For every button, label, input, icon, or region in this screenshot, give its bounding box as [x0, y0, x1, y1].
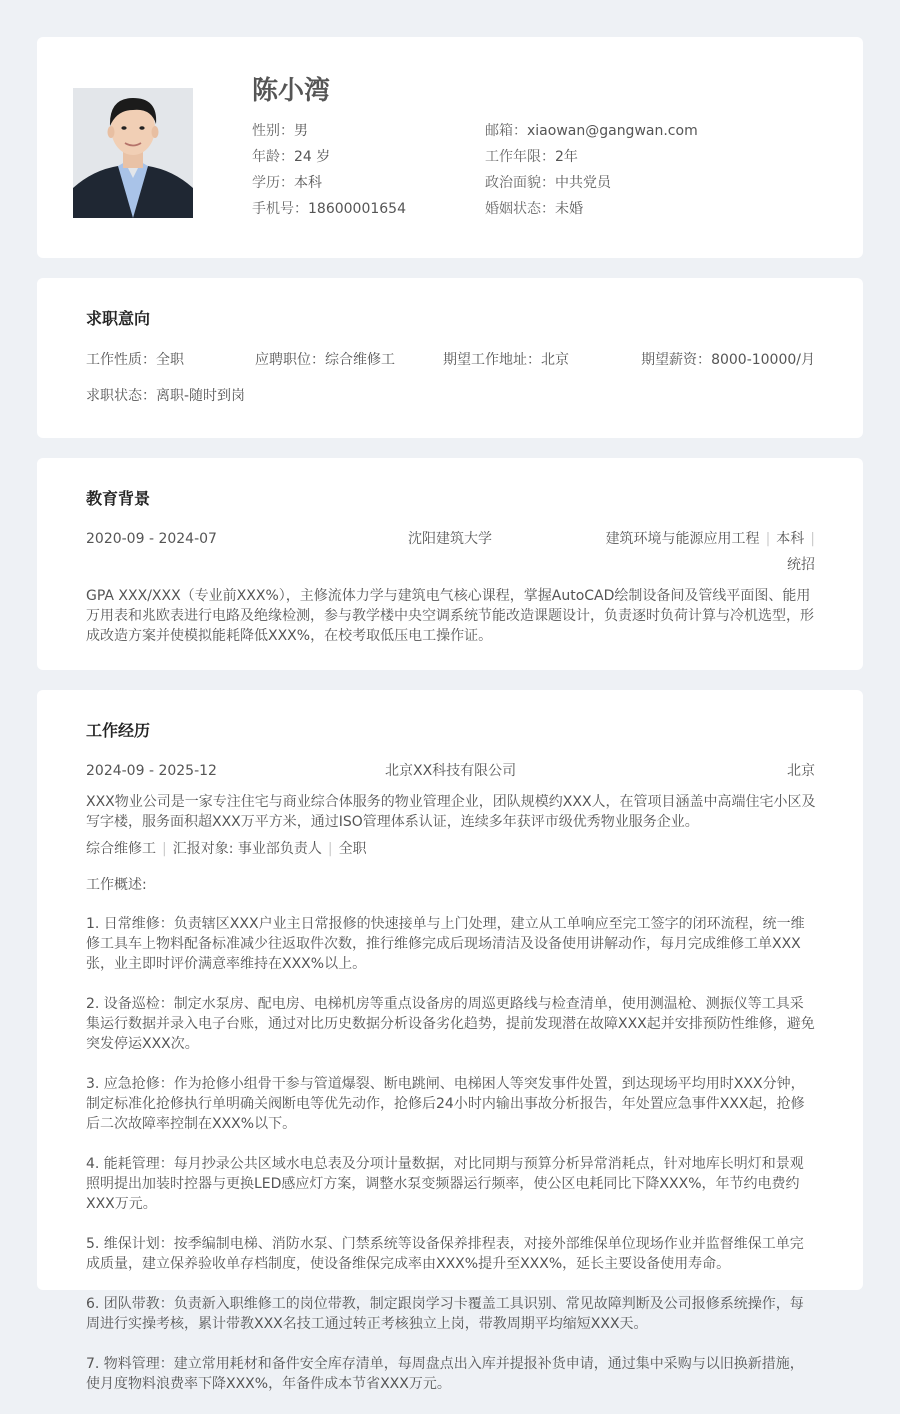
report-to: 汇报对象: 事业部负责人: [172, 841, 322, 857]
divider: |: [327, 841, 333, 857]
duty-item: 5. 维保计划：按季编制电梯、消防水泵、门禁系统等设备保养排程表，对接外部维保单位现场作业并监督维保工单完成质量，建立保养验收单存档制度，使设备维保完成率由XXX%提升至XXX%，延长主要设备使用寿命。: [86, 1236, 804, 1272]
duties-list: [86, 894, 816, 1414]
email-row: [485, 121, 698, 141]
position-value: 综合维修工: [325, 352, 395, 368]
location-value: 北京: [541, 352, 569, 368]
position-item: [255, 350, 395, 370]
overview-label: 工作概述:: [86, 877, 147, 893]
years-label: 工作年限：: [485, 149, 555, 165]
avatar: [73, 88, 193, 218]
company-name: 北京XX科技有限公司: [385, 763, 517, 779]
salary-label: 期望薪资：: [641, 352, 712, 368]
location-label: 期望工作地址：: [443, 352, 541, 368]
age-row: [252, 147, 330, 167]
location-item: [443, 350, 569, 370]
education-period: 2020-09 - 2024-07: [86, 531, 217, 547]
age-label: 年龄：: [252, 149, 294, 165]
work-job-type: 全职: [338, 841, 367, 857]
intent-section-title: 求职意向: [86, 309, 151, 328]
work-city: 北京: [787, 763, 815, 779]
divider: |: [162, 841, 167, 857]
job-intent-card: [37, 278, 863, 438]
marital-label: 婚姻状态：: [485, 201, 555, 217]
years-row: [485, 147, 578, 167]
salary-value: 8000-10000/月: [711, 352, 815, 368]
profile-card: [37, 37, 863, 258]
education-value: 本科: [294, 175, 322, 191]
status-label: 求职状态：: [86, 388, 156, 404]
status-value: 离职-随时到岗: [156, 388, 246, 404]
job-type-item: [86, 350, 184, 370]
political-label: 政治面貌：: [485, 175, 555, 191]
gender-label: 性别：: [252, 123, 294, 139]
duty-item: 3. 应急抢修：作为抢修小组骨干参与管道爆裂、断电跳闸、电梯困人等突发事件处置，到达现场平均用时XXX分钟，制定标准化抢修执行单明确关阀断电等优先动作，抢修后24小时内输出事故分析报告，年处置应急事件XXX起，抢修后二次故障率控制在XXX%以下。: [86, 1076, 805, 1132]
work-section-title: 工作经历: [86, 721, 151, 740]
age-value: 24 岁: [294, 149, 331, 165]
email-label: 邮箱：: [485, 123, 527, 139]
marital-value: 未婚: [555, 201, 583, 217]
work-experience-card: [37, 690, 863, 1392]
years-value: 2年: [555, 149, 578, 165]
candidate-name: 陈小湾: [252, 76, 331, 106]
avatar-photo-icon: [73, 88, 193, 218]
job-type-label: 工作性质：: [86, 352, 156, 368]
duty-item: 4. 能耗管理：每月抄录公共区域水电总表及分项计量数据，对比同期与预算分析异常消耗点，针对地库长明灯和景观照明提出加装时控器与更换LED感应灯方案，调整水泵变频器运行频率，使公区电耗同比下降XXX%，年节约电费约XXX万元。: [86, 1156, 804, 1212]
political-value: 中共党员: [555, 175, 611, 191]
status-item: [86, 386, 245, 406]
study-mode: 统招: [787, 557, 815, 573]
phone-value: 18600001654: [308, 201, 406, 217]
company-intro: XXX物业公司是一家专注住宅与商业综合体服务的物业管理企业，团队规模约XXX人，在管项目涵盖中高端住宅小区及写字楼，服务面积超XXX万平方米，通过ISO管理体系认证，连续多年获评市级优秀物业服务企业。: [86, 794, 816, 830]
major-name: 建筑环境与能源应用工程: [605, 531, 760, 547]
phone-label: 手机号：: [252, 201, 308, 217]
role-title: 综合维修工: [86, 841, 156, 857]
education-description: GPA XXX/XXX（专业前XXX%），主修流体力学与建筑电气核心课程，掌握AutoCAD绘制设备间及管线平面图、能用万用表和兆欧表进行电路及绝缘检测，参与教学楼中央空调系统节能改造课题设计，负责逐时负荷计算与冷机选型，形成改造方案并使模拟能耗降低XXX%，在校考取低压电工操作证。: [86, 588, 814, 644]
political-row: [485, 173, 611, 193]
duty-item: 1. 日常维修：负责辖区XXX户业主日常报修的快速接单与上门处理，建立从工单响应至完工签字的闭环流程，统一维修工具车上物料配备标准减少往返取件次数，推行维修完成后现场清洁及设备使用讲解动作，每月完成维修工单XXX张，业主即时评价满意率维持在XXX%以上。: [86, 916, 805, 972]
gender-row: [252, 121, 308, 141]
divider: |: [765, 531, 771, 547]
job-type-value: 全职: [156, 352, 184, 368]
degree-value: 本科: [776, 531, 805, 547]
phone-row: [252, 199, 406, 219]
work-period: 2024-09 - 2025-12: [86, 763, 217, 779]
major-degree: [606, 529, 815, 549]
marital-row: [485, 199, 583, 219]
duty-item: 6. 团队带教：负责新入职维修工的岗位带教，制定跟岗学习卡覆盖工具识别、常见故障判断及公司报修系统操作，每周进行实操考核，累计带教XXX名技工通过转正考核独立上岗，带教周期平均缩短XXX天。: [86, 1296, 804, 1332]
duty-item: 7. 物料管理：建立常用耗材和备件安全库存清单，每周盘点出入库并提报补货申请，通过集中采购与以旧换新措施，使月度物料浪费率下降XXX%，年备件成本节省XXX万元。: [86, 1356, 804, 1392]
salary-item: [641, 350, 815, 370]
education-label: 学历：: [252, 175, 294, 191]
role-line: [86, 839, 367, 859]
divider: |: [810, 531, 815, 547]
gender-value: 男: [294, 123, 308, 139]
education-row: [252, 173, 322, 193]
education-section-title: 教育背景: [86, 489, 151, 508]
duty-item: 2. 设备巡检：制定水泵房、配电房、电梯机房等重点设备房的周巡更路线与检查清单，使用测温枪、测振仪等工具采集运行数据并录入电子台账，通过对比历史数据分析设备劣化趋势，提前发现潜在故障XXX起并安排预防性维修，避免突发停运XXX次。: [86, 996, 815, 1052]
education-card: [37, 458, 863, 670]
email-value: xiaowan@gangwan.com: [527, 123, 698, 139]
school-name: 沈阳建筑大学: [408, 531, 492, 547]
position-label: 应聘职位：: [255, 352, 325, 368]
